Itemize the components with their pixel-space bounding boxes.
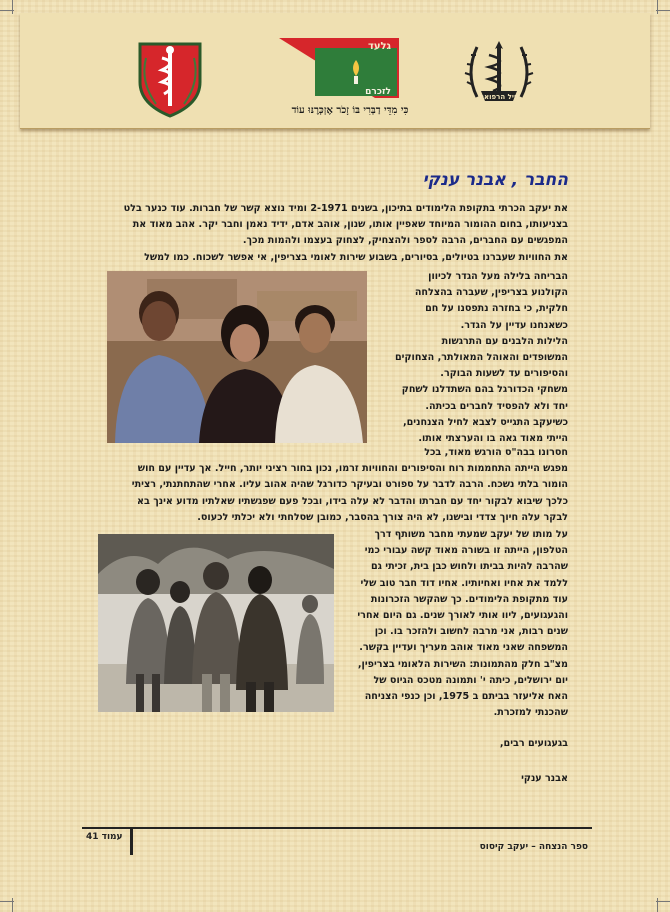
galed-logo-icon (279, 38, 399, 98)
paragraph-3 (102, 445, 568, 526)
header-motto: כִּי מִדֵּי דַבְּרִי בּוֹ זָכֹר אֶזְכְּרֶנּוּ עוֹד (291, 105, 409, 116)
text-line: שהכנתי למזכרת. (493, 707, 568, 719)
text-line: הומור בלתי נשכח. הרבה לדבר על ספורט ובעיקר כדורגל שהיה אהוב עליו. אחרי שהתחתנתי, רציתי (131, 479, 568, 491)
article-title: החבר , אבנר ענקי (422, 170, 568, 190)
text-line: והגעגועים, ליוו אותי לאורך שנים. גם היום אחרי (357, 610, 568, 622)
text-line: יום ירושלים, כיתה י' ותמונה מטכס הגיוס של (373, 674, 568, 686)
signature: אבנר ענקי (521, 773, 568, 784)
text-line: בצניעותו, בחום ההומור המיוחד שאפיין אותו, שנון, אוהב אדם, ידיד נאמן וחבר יקר. אהב מאוד את (132, 219, 568, 231)
medical-corps-badge-icon (463, 35, 535, 113)
text-line: כשאנחנו עדיין על הגדר. (460, 319, 568, 331)
text-line: כלכך שיבוא לבקור יחד עם חברתו והדבר לא עלה בידו, ובכל פעם שפגשתיו שאלתיו מדוע אינך בא (137, 495, 568, 507)
text-line: הבריחה בלילה מעל הגדר לכיוון (428, 271, 568, 282)
text-line: המשפחה שאני מאוד אוהב מעריך ועדיין בקשר. (359, 642, 568, 654)
text-line: יחד ולא להפסיד לחברים בכיתה. (425, 400, 568, 412)
crop-mark (657, 0, 658, 14)
page-number: עמוד 41 (86, 832, 123, 842)
crop-mark (656, 10, 670, 11)
header-band (20, 13, 650, 129)
bw-photo-icon (98, 534, 334, 712)
text-line: על מותו של יעקב שמעתי מחבר משותף דרך (374, 529, 568, 540)
text-line: הקולנוע בצריפין, שעברה בהצלחה (414, 287, 568, 299)
photo-three-friends (107, 271, 367, 443)
badge-text: חיל הרפואה (479, 93, 519, 101)
crop-mark (657, 898, 658, 912)
text-line: מפגש הייתה התחממות רוח והסיפורים והחוויות זרמו, נכון בחור רציני יותר, חייל. אך עדיין עם חוש (137, 463, 568, 475)
text-line: משחקי הכדורגל בהם השתדלנו לשחק (401, 384, 568, 396)
text-line: כשיעקב התגייס לצבא לחיל הצנחנים, (402, 416, 568, 428)
text-line: לבקר עלה חיוך צדדי ובישנו, לא היה צורך בהסבר, כמובן שסלחתי ולא יכלתי לכעוס. (197, 511, 568, 523)
crop-mark (12, 0, 13, 14)
text-line: הלילות הלבנים עם התרגשות (441, 335, 568, 347)
logo-bottom-text: לזכרם (365, 87, 391, 97)
text-line: והסיפורים עד לשעות הבוקר. (440, 368, 568, 380)
text-line: המשופדים והאוהל המאולתר, הצחוקים (394, 352, 568, 364)
paragraph-2 (376, 269, 568, 447)
text-line: חלקית, כי בחזרה נתפסנו על חם (425, 303, 568, 315)
photo-four-friends (98, 534, 334, 712)
medical-corps-emblem-icon (136, 38, 204, 118)
text-line: שהרבה להיות בביתו ולחוש כבן בית, זכיתי גם (370, 561, 568, 573)
crop-mark (656, 901, 670, 902)
text-line: המפגשים עם החברים, הרבה לספר ולהצחיק, לצחוק בעצמו ולהמות מכך. (242, 235, 568, 247)
paragraph-1 (102, 201, 568, 266)
footer-rule (82, 827, 592, 829)
sepia-photo-icon (107, 271, 367, 443)
text-line: הטלפון, הייתה זו בשורה מאוד קשה עבורי כמי (364, 545, 568, 557)
text-line: האח אליעזר בביתם ב 1975, וכן כנפי הצניחה (364, 691, 568, 703)
text-line: עוד מתקופת הלימודים. כך שהקשר הזכרונות (370, 593, 568, 605)
text-line: חסרונו בבה"ס הורגש מאוד, בכל (424, 447, 568, 458)
text-line: את החוויות שעברנו בטיולים, בסיורים, בשבוע שירות לאומי בצריפין, אי אפשר לשכוח. כמו למשל (144, 251, 568, 263)
text-line: הייתי מאוד גאה בו והערצתי אותו. (418, 433, 568, 445)
crop-mark (12, 898, 13, 912)
text-line: מצ"ב חלק מהתמונות: השירות הלאומי בצריפין, (357, 658, 568, 670)
text-line: שנים רבות, אני מרבה לחשוב ולהזכר בו. וכן (374, 626, 568, 638)
paragraph-4 (343, 527, 568, 721)
footer-tick (130, 827, 133, 855)
closing-line: בגעגועים רבים, (499, 738, 568, 749)
text-line: ללמד את אחיו ואחיותיו. אחיו דוד חבר טוב שלי (360, 577, 568, 589)
book-title: ספר הנצחה – יעקב קיסוס (479, 842, 588, 852)
logo-top-text: גלעד (367, 41, 391, 52)
text-line: את יעקב הכרתי בתקופת הלימודים בתיכון, בשנים 2-1971 ומיד נוצא קשר של חברות. עוד כנער בלט (123, 203, 568, 214)
